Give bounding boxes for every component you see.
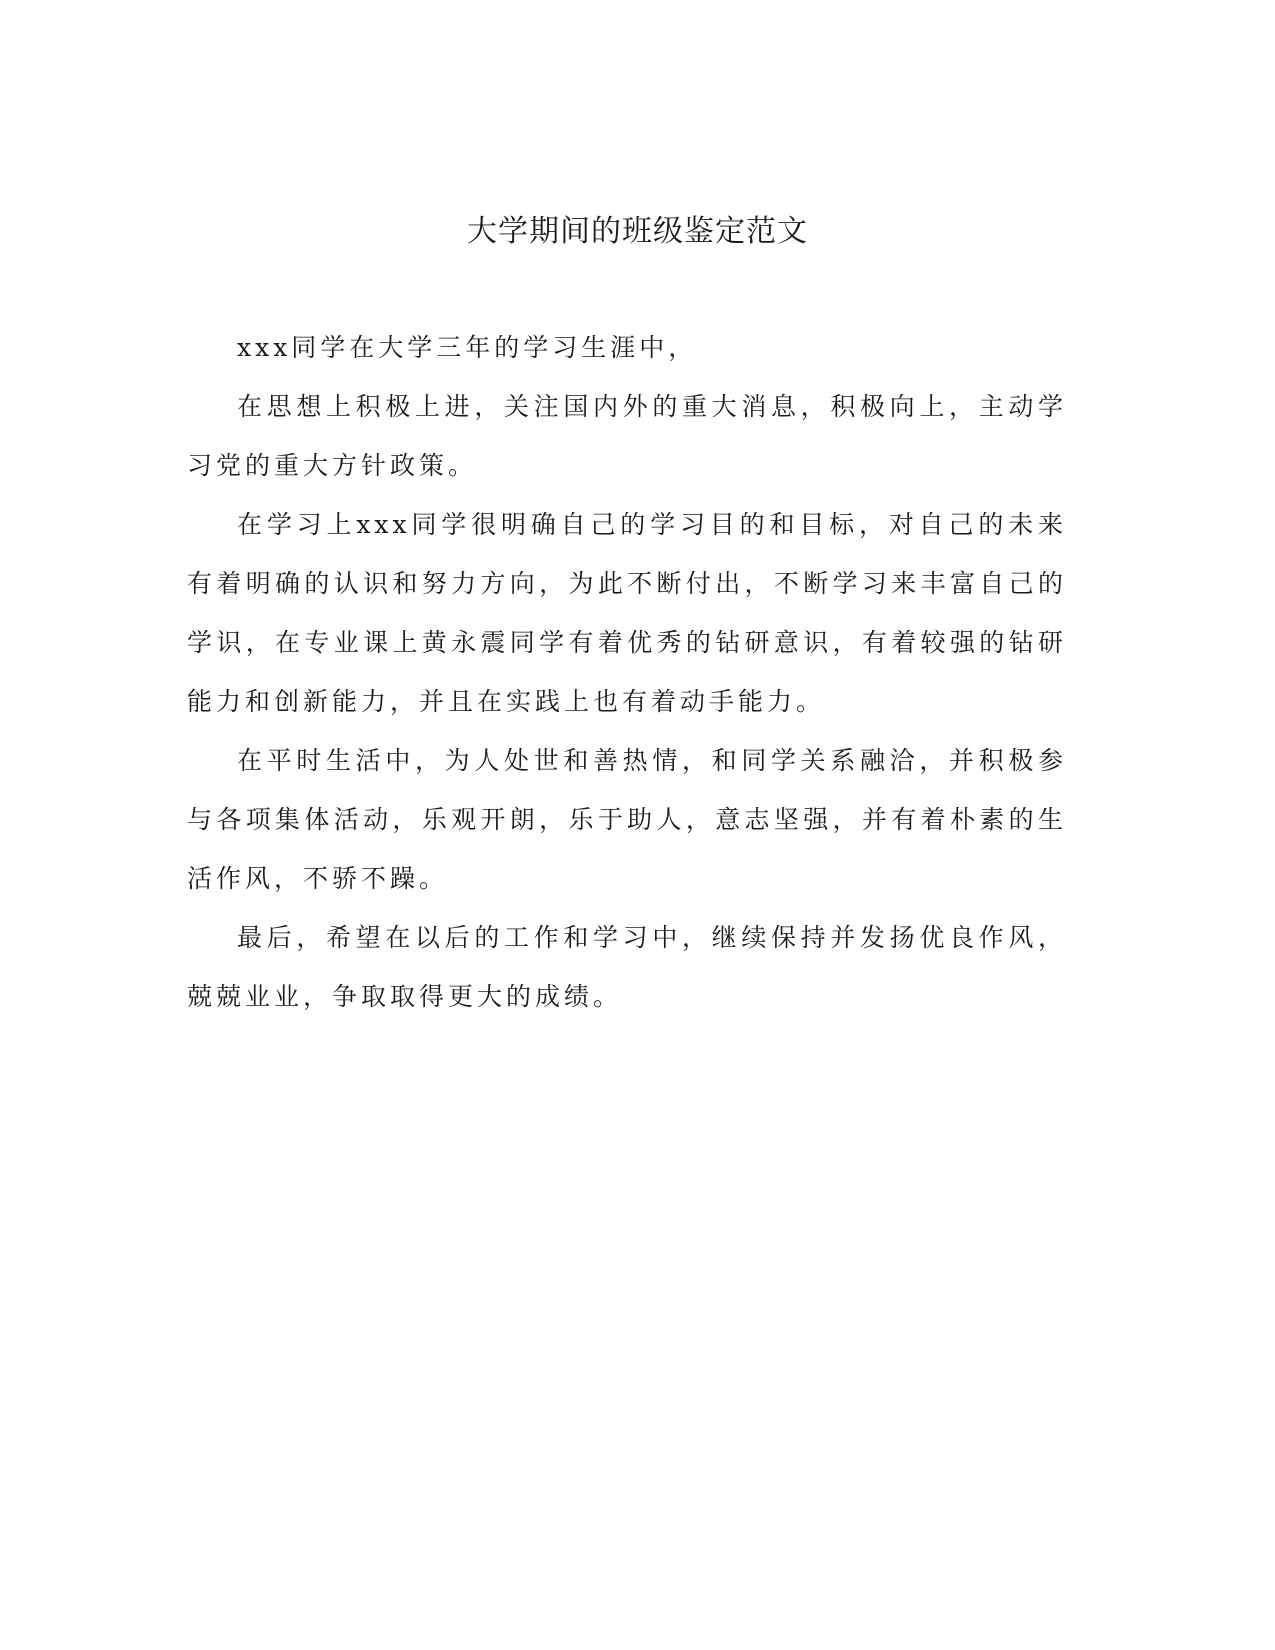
paragraph-intro: xxx同学在大学三年的学习生涯中， [237,333,698,362]
paragraph-thought: 在思想上积极上进，关注国内外的重大消息，积极向上，主动学习党的重大方针政策。 [187,392,1067,480]
document-title: 大学期间的班级鉴定范文 [467,214,808,249]
document-body [187,318,1067,1026]
paragraph-closing: 最后，希望在以后的工作和学习中，继续保持并发扬优良作风，兢兢业业，争取取得更大的成绩。 [187,923,1067,1011]
paragraph-life: 在平时生活中，为人处世和善热情，和同学关系融洽，并积极参与各项集体活动，乐观开朗，乐于助人，意志坚强，并有着朴素的生活作风，不骄不躁。 [187,746,1067,893]
paragraph-study: 在学习上xxx同学很明确自己的学习目的和目标，对自己的未来有着明确的认识和努力方向，为此不断付出，不断学习来丰富自己的学识，在专业课上黄永震同学有着优秀的钻研意识，有着较强的钻研能力和创新能力，并且在实践上也有着动手能力。 [187,510,1067,716]
